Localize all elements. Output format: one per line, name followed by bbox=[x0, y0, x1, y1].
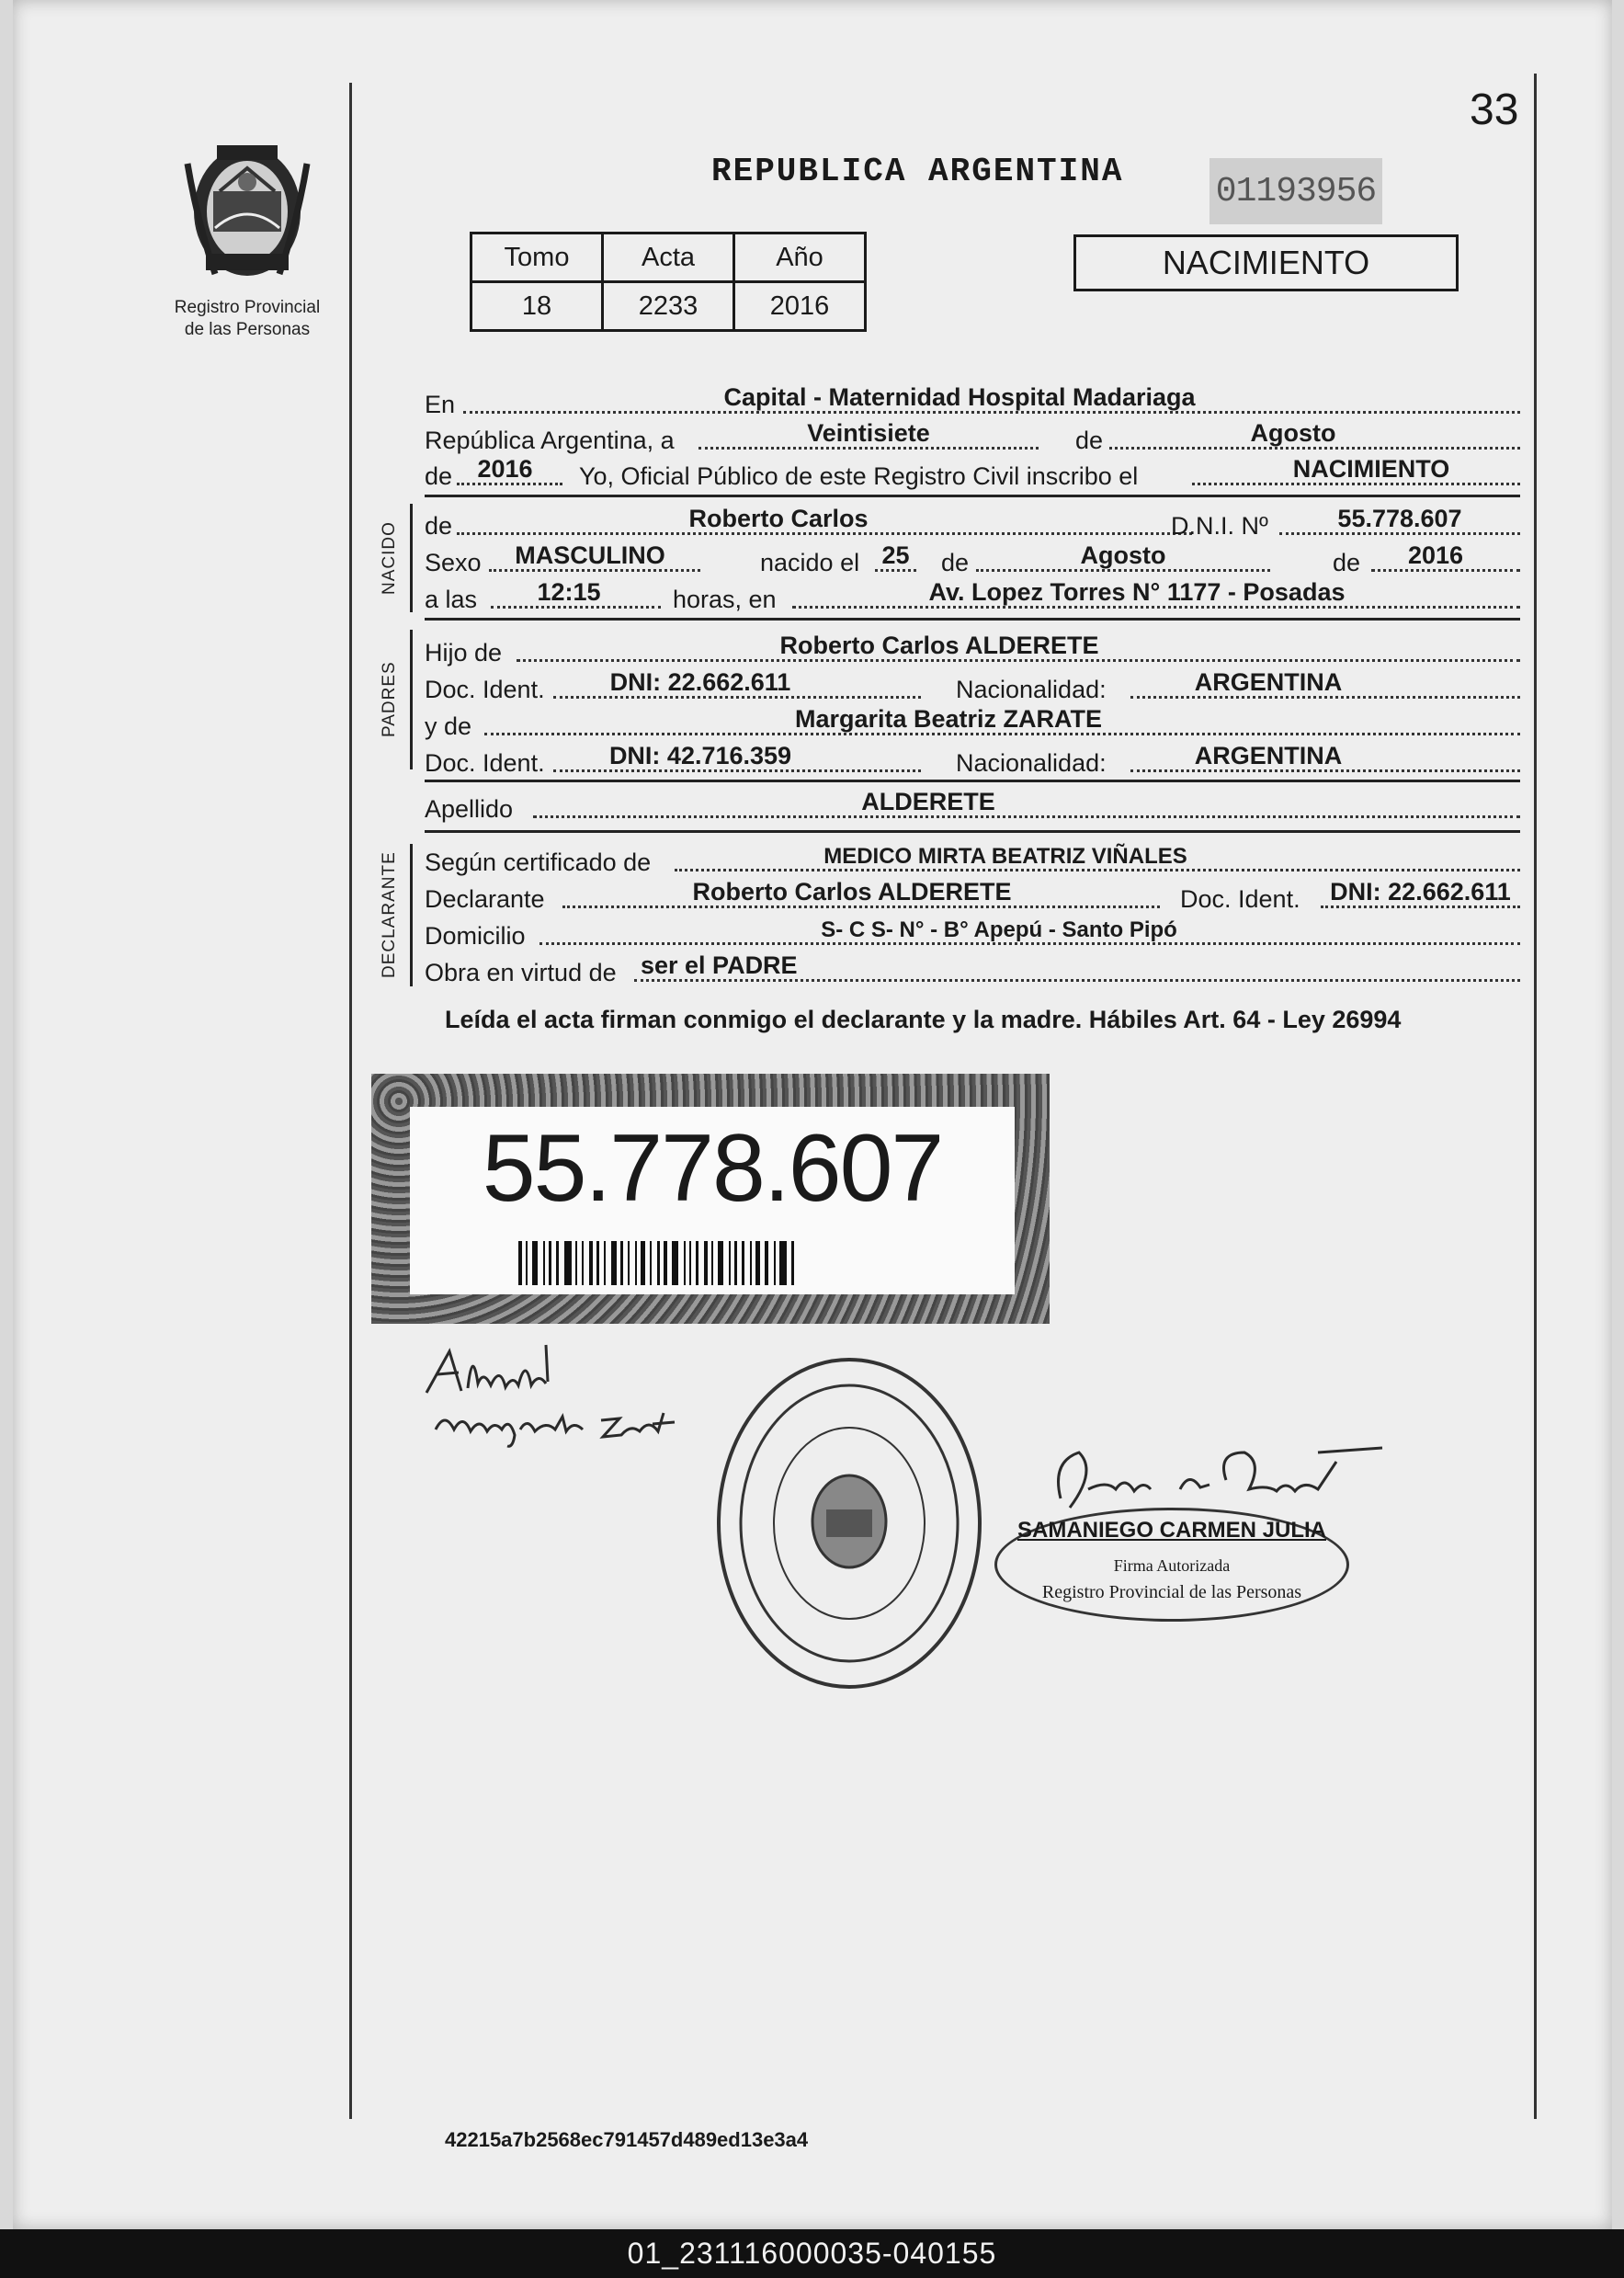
province-logo bbox=[165, 136, 330, 341]
value-acta: 2233 bbox=[603, 282, 734, 331]
row-obra: Obra en virtud de ser el PADRE bbox=[425, 954, 1520, 987]
padres-bar bbox=[410, 630, 413, 769]
row-republica: República Argentina, a Veintisiete de Agosto bbox=[425, 422, 1520, 455]
birth-month: Agosto bbox=[1080, 541, 1166, 569]
nacido-label: NACIDO bbox=[380, 521, 399, 595]
barcode-bar bbox=[635, 1241, 637, 1285]
row-hora: a las 12:15 horas, en Av. Lopez Torres N° 1177 - Posadas bbox=[425, 581, 1520, 614]
barcode-bar bbox=[742, 1241, 744, 1285]
record-type-box: NACIMIENTO bbox=[1073, 234, 1459, 291]
row-apellido: Apellido ALDERETE bbox=[425, 791, 1520, 824]
certificado-value: MEDICO MIRTA BEATRIZ VIÑALES bbox=[823, 844, 1187, 869]
official-seal-icon bbox=[707, 1351, 992, 1696]
child-dni: 55.778.607 bbox=[1337, 505, 1462, 532]
barcode-bar bbox=[641, 1241, 645, 1285]
officer-stamp-line2: Firma Autorizada bbox=[1113, 1556, 1231, 1575]
father-nationality: ARGENTINA bbox=[1194, 668, 1343, 696]
declarante-label: DECLARANTE bbox=[380, 851, 399, 979]
row-yde: y de Margarita Beatriz ZARATE bbox=[425, 708, 1520, 741]
row-father-doc: Doc. Ident. DNI: 22.662.611 Nacionalidad: ARGENTINA bbox=[425, 671, 1520, 704]
left-margin-line bbox=[349, 83, 352, 2119]
barcode-bar bbox=[664, 1241, 667, 1285]
document-title: REPUBLICA ARGENTINA bbox=[711, 153, 1124, 190]
serial-number: 01193956 bbox=[1209, 158, 1382, 224]
row-nacido-name: de Roberto Carlos D.N.I. Nº 55.778.607 bbox=[425, 507, 1520, 541]
barcode-bar bbox=[532, 1241, 538, 1285]
barcode-icon bbox=[518, 1241, 923, 1285]
barcode-bar bbox=[684, 1241, 686, 1285]
barcode-bar bbox=[620, 1241, 623, 1285]
row-hijo: Hijo de Roberto Carlos ALDERETE bbox=[425, 634, 1520, 667]
barcode-bar bbox=[596, 1241, 599, 1285]
mother-nationality: ARGENTINA bbox=[1194, 742, 1343, 769]
barcode-bar bbox=[696, 1241, 698, 1285]
barcode-bar bbox=[755, 1241, 760, 1285]
sticker-label bbox=[410, 1107, 1015, 1294]
barcode-bar bbox=[611, 1241, 617, 1285]
footer-code: 01_231116000035-040155 bbox=[0, 2229, 1624, 2278]
barcode-bar bbox=[526, 1241, 528, 1285]
closing-statement: Leída el acta firman conmigo el declarante y la madre. Hábiles Art. 64 - Ley 26994 bbox=[445, 1006, 1402, 1033]
barcode-bar bbox=[556, 1241, 559, 1285]
row-certificado: Según certificado de MEDICO MIRTA BEATRIZ VIÑALES bbox=[425, 844, 1520, 877]
officer-stamp bbox=[994, 1508, 1349, 1622]
registry-table bbox=[470, 232, 867, 332]
barcode-bar bbox=[779, 1241, 787, 1285]
table-header-row bbox=[471, 233, 866, 282]
barcode-bar bbox=[704, 1241, 708, 1285]
logo-caption: Registro Provincial de las Personas bbox=[174, 298, 321, 339]
declarante-value: Roberto Carlos ALDERETE bbox=[692, 878, 1012, 906]
barcode-bar bbox=[765, 1241, 768, 1285]
inscribe-value: NACIMIENTO bbox=[1292, 455, 1450, 483]
rule-1 bbox=[425, 495, 1520, 497]
row-year: de 2016 Yo, Oficial Público de este Registro Civil inscribo el NACIMIENTO bbox=[425, 458, 1520, 491]
page-number: 33 bbox=[1470, 85, 1519, 134]
mother-doc: DNI: 42.716.359 bbox=[608, 742, 792, 769]
sticker-number: 55.778.607 bbox=[482, 1115, 943, 1222]
barcode-bar bbox=[791, 1241, 794, 1285]
barcode-bar bbox=[750, 1241, 752, 1285]
barcode-bar bbox=[672, 1241, 678, 1285]
barcode-bar bbox=[589, 1241, 593, 1285]
header-acta: Acta bbox=[603, 233, 734, 282]
domicilio-value: S- C S- N° - B° Apepú - Santo Pipó bbox=[821, 917, 1177, 942]
birth-place: Av. Lopez Torres N° 1177 - Posadas bbox=[928, 578, 1346, 606]
barcode-bar bbox=[518, 1241, 522, 1285]
barcode-bar bbox=[729, 1241, 731, 1285]
right-margin-line bbox=[1534, 74, 1537, 2119]
row-declarante: Declarante Roberto Carlos ALDERETE Doc. Ident. DNI: 22.662.611 bbox=[425, 881, 1520, 914]
nacido-bar bbox=[410, 504, 413, 612]
father-name: Roberto Carlos ALDERETE bbox=[779, 632, 1099, 659]
barcode-bar bbox=[604, 1241, 606, 1285]
value-ano: 2016 bbox=[734, 282, 866, 331]
row-domicilio: Domicilio S- C S- N° - B° Apepú - Santo Pipó bbox=[425, 917, 1520, 951]
signature-father-icon bbox=[417, 1328, 748, 1466]
place-value: Capital - Maternidad Hospital Madariaga bbox=[723, 383, 1196, 411]
barcode-bar bbox=[564, 1241, 572, 1285]
header-ano: Año bbox=[734, 233, 866, 282]
barcode-bar bbox=[774, 1241, 776, 1285]
year-value: 2016 bbox=[477, 455, 533, 483]
officer-stamp-line3: Registro Provincial de las Personas bbox=[1041, 1582, 1302, 1602]
row-sexo: Sexo MASCULINO nacido el 25 de Agosto de 2016 bbox=[425, 544, 1520, 577]
birth-year: 2016 bbox=[1407, 541, 1464, 569]
apellido-value: ALDERETE bbox=[861, 788, 995, 815]
dni-barcode-sticker bbox=[371, 1074, 1050, 1324]
day-value: Veintisiete bbox=[807, 419, 930, 447]
row-en: En Capital - Maternidad Hospital Madariaga bbox=[425, 386, 1520, 419]
declarante-bar bbox=[410, 844, 413, 986]
barcode-bar bbox=[628, 1241, 630, 1285]
rule-2 bbox=[425, 618, 1520, 621]
table-value-row bbox=[471, 282, 866, 331]
sexo-value: MASCULINO bbox=[515, 541, 665, 569]
mother-name: Margarita Beatriz ZARATE bbox=[794, 705, 1103, 733]
birth-day: 25 bbox=[881, 541, 910, 569]
barcode-bar bbox=[582, 1241, 584, 1285]
barcode-bar bbox=[575, 1241, 577, 1285]
barcode-bar bbox=[734, 1241, 737, 1285]
rule-3 bbox=[425, 780, 1520, 782]
row-mother-doc: Doc. Ident. DNI: 42.716.359 Nacionalidad: ARGENTINA bbox=[425, 745, 1520, 778]
birth-time: 12:15 bbox=[537, 578, 601, 606]
certificate-sheet bbox=[13, 0, 1612, 2229]
padres-label: PADRES bbox=[380, 661, 399, 738]
header-tomo: Tomo bbox=[471, 233, 603, 282]
barcode-bar bbox=[657, 1241, 660, 1285]
child-name: Roberto Carlos bbox=[688, 505, 869, 532]
barcode-bar bbox=[718, 1241, 723, 1285]
obra-value: ser el PADRE bbox=[641, 951, 798, 979]
barcode-bar bbox=[650, 1241, 652, 1285]
value-tomo: 18 bbox=[471, 282, 603, 331]
father-doc: DNI: 22.662.611 bbox=[609, 668, 791, 696]
declarante-doc: DNI: 22.662.611 bbox=[1330, 878, 1511, 906]
province-emblem-icon bbox=[178, 136, 316, 283]
officer-name: SAMANIEGO CARMEN JULIA bbox=[1016, 1518, 1326, 1543]
month-value: Agosto bbox=[1250, 419, 1336, 447]
barcode-bar bbox=[549, 1241, 551, 1285]
barcode-bar bbox=[711, 1241, 713, 1285]
barcode-bar bbox=[543, 1241, 545, 1285]
document-hash: 42215a7b2568ec791457d489ed13e3a4 bbox=[445, 2128, 809, 2151]
barcode-bar bbox=[689, 1241, 691, 1285]
rule-4 bbox=[425, 830, 1520, 833]
